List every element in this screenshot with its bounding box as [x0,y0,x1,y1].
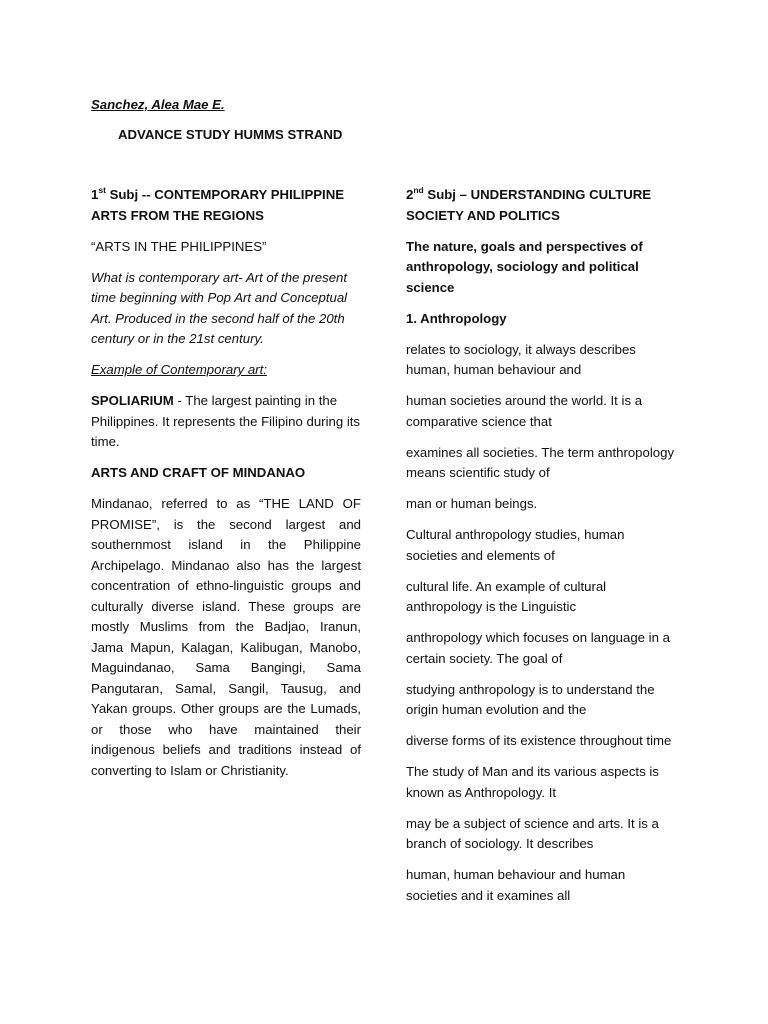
author-name: Sanchez, Alea Mae E. [91,97,225,112]
subject-2-title: Subj – UNDERSTANDING CULTURE SOCIETY AND POLITICS [406,187,652,223]
nature-heading: The nature, goals and perspectives of anthropology, sociology and political science [406,238,643,295]
mindanao-paragraph: Mindanao, referred to as “THE LAND OF PROMISE”, is the second largest and southernmost island in the Philippine Archipelago. Mindanao also has the largest concentration of ethno-linguistic groups and culturally diverse island. These groups are mostly Muslims from the Badjao, Iranun, Jama Mapun, Kalagan, Kalibugan, Manobo, Maguindanao, Sama Bangingi, Sama Pangutaran, Samal, Sangil, Tausug, and Yakan groups. Other groups are the Lumads, or those who have maintained their indigenous beliefs and traditions instead of converting to Islam or Christianity. [91,496,361,778]
subject-2-number: 2 [406,187,414,202]
strand-title: ADVANCE STUDY HUMMS STRAND [118,127,343,142]
anthro-paragraph: man or human beings. [406,496,538,511]
anthro-paragraph: relates to sociology, it always describes human, human behaviour and [406,341,636,377]
contemporary-art-definition: What is contemporary art- Art of the present time beginning with Pop Art and Conceptual Art. Produced in the second half of the 20th century or in the 21st century. [91,269,348,346]
subject-1-number: 1 [91,187,99,202]
subject-1-title: Subj -- CONTEMPORARY PHILIPPINE ARTS FROM THE REGIONS [91,187,345,223]
spoliarium-term: SPOLIARIUM [91,393,174,408]
anthropology-heading: 1. Anthropology [406,310,507,326]
subject-1-heading [91,185,361,226]
anthro-paragraph: Cultural anthropology studies, human societies and elements of [406,527,625,563]
anthro-paragraph: The study of Man and its various aspects is known as Anthropology. It [406,764,659,800]
subject-2-ordinal: nd [413,184,424,195]
anthro-paragraph: may be a subject of science and arts. It is a branch of sociology. It describes [406,815,659,851]
arts-quote-title: “ARTS IN THE PHILIPPINES” [91,238,267,254]
subject-1-ordinal: st [98,184,106,195]
anthro-paragraph: examines all societies. The term anthropology means scientific study of [406,444,675,480]
anthro-paragraph: studying anthropology is to understand the origin human evolution and the [406,681,655,717]
anthro-paragraph: anthropology which focuses on language in a certain society. The goal of [406,630,670,666]
mindanao-heading: ARTS AND CRAFT OF MINDANAO [91,465,306,480]
right-column [406,185,678,917]
anthro-paragraph: human societies around the world. It is a comparative science that [406,393,643,429]
example-heading: Example of Contemporary art: [91,362,267,377]
anthro-paragraph: diverse forms of its existence throughout time [406,733,672,748]
subject-2-heading [406,185,678,226]
anthro-paragraph: cultural life. An example of cultural anthropology is the Linguistic [406,578,607,614]
anthro-paragraph: human, human behaviour and human societies and it examines all [406,867,626,903]
spoliarium-text: - The largest painting in the Philippines. It represents the Filipino during its time. [91,393,361,449]
left-column [91,185,361,792]
spoliarium-paragraph [91,391,361,453]
